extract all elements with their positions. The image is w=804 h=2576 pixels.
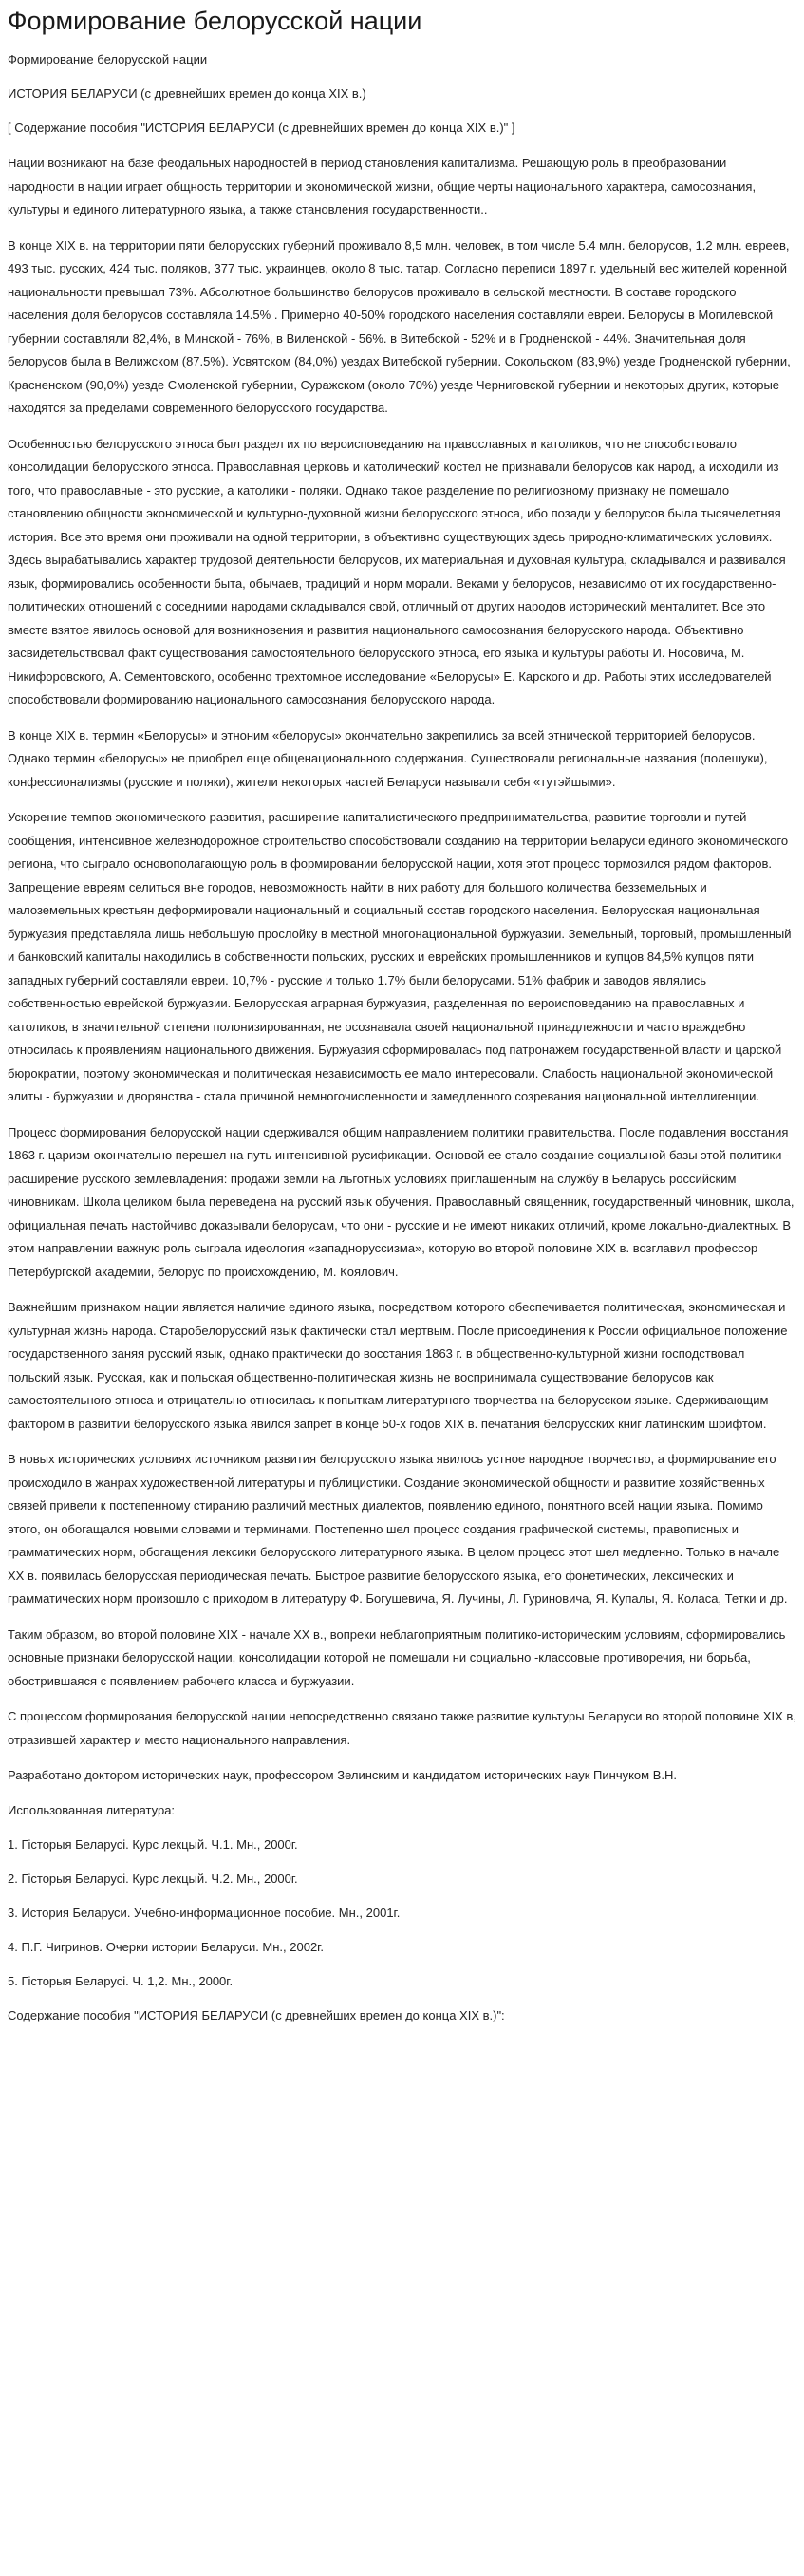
paragraph-6: Процесс формирования белорусской нации сдерживался общим направлением политики правительства. После подавления восстания 1863 г. царизм окончательно перешел на путь интенсивной русификации. Основой ее стало создание социальной базы этой политики - расширение русского землевладения: продажи земли на льготных условиях приглашенным на службу в Беларусь российским чиновникам. Школа целиком была переведена на русский язык обучения. Православный священник, государственный чиновник, школа, официальная печать настойчиво доказывали белорусам, что они - русские и не имеют никаких отличий, кроме локально-диалектных. В этом направлении важную роль сыграла идеология «западноруссизма», которую во второй половине XIX в. возглавил профессор Петербургской академии, белорус по происхождению, М. Коялович. — [8, 1124, 795, 1279]
paragraph-4: В конце XIX в. термин «Белорусы» и этноним «белорусы» окончательно закрепились за всей этнической территорией белорусов. Однако термин «белорусы» не приобрел еще общенационального содержания. Существовали региональные названия (полешуки), конфессионализмы (русские и поляки), жители некоторых частей Беларуси называли себя «тутэйшыми». — [8, 727, 768, 789]
literature-item: 3. История Беларуси. Учебно-информационное пособие. Мн., 2001г. — [8, 1905, 401, 1920]
paragraph-5: Ускорение темпов экономического развития, расширение капиталистического предпринимательства, развитие торговли и путей сообщения, интенсивное железнодорожное строительство способствовали созданию на территории Беларуси единого экономического региона, что сыграло основополагающую роль в формировании белорусской нации, хотя этот процесс тормозился рядом факторов. Запрещение евреям селиться вне городов, невозможность найти в них работу для большого количества безземельных и малоземельных крестьян деформировали национальный и социальный состав городского населения. Белорусская национальная буржуазия представляла лишь небольшую прослойку в местной многонациональной буржуазии. Земельный, торговый, промышленный и банковский капиталы находились в собственности польских, русских и еврейских промышленников и купцов 84,5% купцов пяти западных губерний составляли евреи. 10,7% - русские и только 1.7% были белорусами. 51% фабрик и заводов являлись собственностью еврейской буржуазии. Белорусская аграрная буржуазия, разделенная по вероисповеданию на православных и католиков, в значительной степени полонизированная, не осознавала своей национальной принадлежности и часто враждебно относилась к проявлениям национального движения. Буржуазия сформировалась под патронажем государственной власти и царской бюрократии, поэтому экономическая и политическая независимость ее мало интересовали. Слабость национальной экономической элиты - буржуазии и дворянства - стала причиной немногочисленности и замедленного созревания национальной интеллигенции. — [8, 810, 792, 1103]
literature-item: 2. Гісторыя Беларусі. Курс лекцый. Ч.2. Мн., 2000г. — [8, 1871, 298, 1886]
literature-item: 5. Гісторыя Беларусі. Ч. 1,2. Мн., 2000г. — [8, 1973, 234, 1988]
paragraph-2: В конце XIX в. на территории пяти белорусских губерний проживало 8,5 млн. человек, в том числе 5.4 млн. белорусов, 1.2 млн. евреев, 493 тыс. русских, 424 тыс. поляков, 377 тыс. украинцев, около 8 тыс. татар. Согласно переписи 1897 г. удельный вес жителей коренной национальности превышал 73%. Абсолютное большинство белорусов проживало в сельской местности. В составе городского населения доля белорусов составляла 14.5% . Примерно 40-50% городского населения составляли евреи. Белорусы в Могилевской губернии составляли 82,4%, в Минской - 76%, в Виленской - 56%. в Витебской - 52% и в Гродненской - 44%. Значительная доля белорусов была в Велижском (87.5%). Усвятском (84,0%) уездах Витебской губернии. Сокольском (83,9%) уезде Гродненской губернии, Красненском (90,0%) уезде Смоленской губернии, Суражском (около 70%) уезде Черниговской губернии и некоторых других, которые находятся за пределами современного белорусского государства. — [8, 237, 791, 415]
paragraph-9: Таким образом, во второй половине XIX - начале XX в., вопреки неблагоприятным политико-историческим условиям, сформировались основные признаки белорусской нации, консолидации которой не помешали ни социально -классовые противоречия, ни борьба, обострившаяся с появлением рабочего класса и буржуазии. — [8, 1626, 786, 1688]
paragraph-8: В новых исторических условиях источником развития белорусского языка явилось устное народное творчество, а формирование его происходило в жанрах художественной литературы и публицистики. Создание экономической общности и развитие хозяйственных связей привели к постепенному стиранию различий местных диалектов, появлению единого, понятного всей нации языка. Помимо этого, он обогащался новыми словами и терминами. Постепенно шел процесс создания графической системы, правописных и грамматических норм, обогащения лексики белорусского литературного языка. В целом процесс этот шел медленно. Только в начале XX в. появилась белорусская периодическая печать. Быстрое развитие белорусского языка, его фонетических, лексических и грамматических норм произошло с приходом в литературу Ф. Богушевича, Я. Лучины, Л. Гуриновича, Я. Купалы, Я. Коласа, Тетки и др. — [8, 1452, 788, 1606]
paragraph-1: Нации возникают на базе феодальных народностей в период становления капитализма. Решающую роль в преобразовании народности в нации играет общность территории и экономической жизни, общие черты национального характера, самосознания, культуры и единого литературного языка, а также становления государственности.. — [8, 156, 757, 216]
paragraph-3: Особенностью белорусского этноса был раздел их по вероисповеданию на православных и католиков, что не способствовало консолидации белорусского этноса. Православная церковь и католический костел не признавали белорусов как народ, а исходили из того, что православные - это русские, а католики - поляки. Однако такое разделение по религиозному признаку не помешало становлению общности экономической и культурно-духовной жизни белорусского этноса, ибо позади у белорусов была тысячелетняя история. Все это время они проживали на одной территории, в объективно существующих здесь природно-климатических условиях. Здесь вырабатывались характер трудовой деятельности белорусов, их материальная и духовная культура, складывался и развивался язык, формировались особенности быта, обычаев, традиций и норм морали. Веками у белорусов, независимо от их государственно-политических отношений с соседними народами складывался свой, отличный от других народов исторический менталитет. Все это вместе взятое явилось основой для возникновения и развития национального самосознания белорусского народа. Объективно засвидетельствовал факт существования самостоятельного белорусского этноса, его языка и культуры работы И. Носовича, М. Никифоровского, А. Сементовского, особенно трехтомное исследование «Белорусы» Е. Карского и др. Работы этих исследователей способствовали формированию национального самосознания белорусского народа. — [8, 436, 786, 706]
literature-item: 4. П.Г. Чигринов. Очерки истории Беларуси. Мн., 2002г. — [8, 1939, 324, 1954]
literature-heading: Использованная литература: — [8, 1802, 176, 1817]
contents-link[interactable]: [ Содержание пособия "ИСТОРИЯ БЕЛАРУСИ (с древнейших времен до конца XIX в.)" ] — [8, 121, 515, 135]
page-title: Формирование белорусской нации — [8, 7, 422, 35]
subtitle: Формирование белорусской нации — [8, 52, 208, 66]
paragraph-10: С процессом формирования белорусской нации непосредственно связано также развитие культуры Беларуси во второй половине XIX в, отразившей характер и место национального направления. — [8, 1709, 796, 1747]
paragraph-7: Важнейшим признаком нации является наличие единого языка, посредством которого обеспечивается политическая, экономическая и культурная жизнь народа. Старобелорусский язык фактически стал мертвым. После присоединения к России официальное положение государственного заняя русский язык, однако практически до восстания 1863 г. в общественно-культурной жизни господствовал польский язык. Русская, как и польская общественно-политическая жизнь не воспринимала существование белорусов как самостоятельного этноса и отрицательно относилась к попыткам литературного творчества на белорусском языке. Сдерживающим фактором в развитии белорусского языка явился запрет в конце 50-х годов XIX в. печатания белорусских книг латинским шрифтом. — [8, 1300, 788, 1431]
source-link[interactable]: ИСТОРИЯ БЕЛАРУСИ (с древнейших времен до конца XIX в.) — [8, 86, 366, 101]
literature-item: 1. Гісторыя Беларусі. Курс лекцый. Ч.1. Мн., 2000г. — [8, 1836, 298, 1852]
paragraph-11: Разработано доктором исторических наук, профессором Зелинским и кандидатом исторических наук Пинчуком В.Н. — [8, 1768, 677, 1782]
footer-contents-link[interactable]: Содержание пособия "ИСТОРИЯ БЕЛАРУСИ (с древнейших времен до конца XIX в.)": — [8, 2007, 505, 2022]
